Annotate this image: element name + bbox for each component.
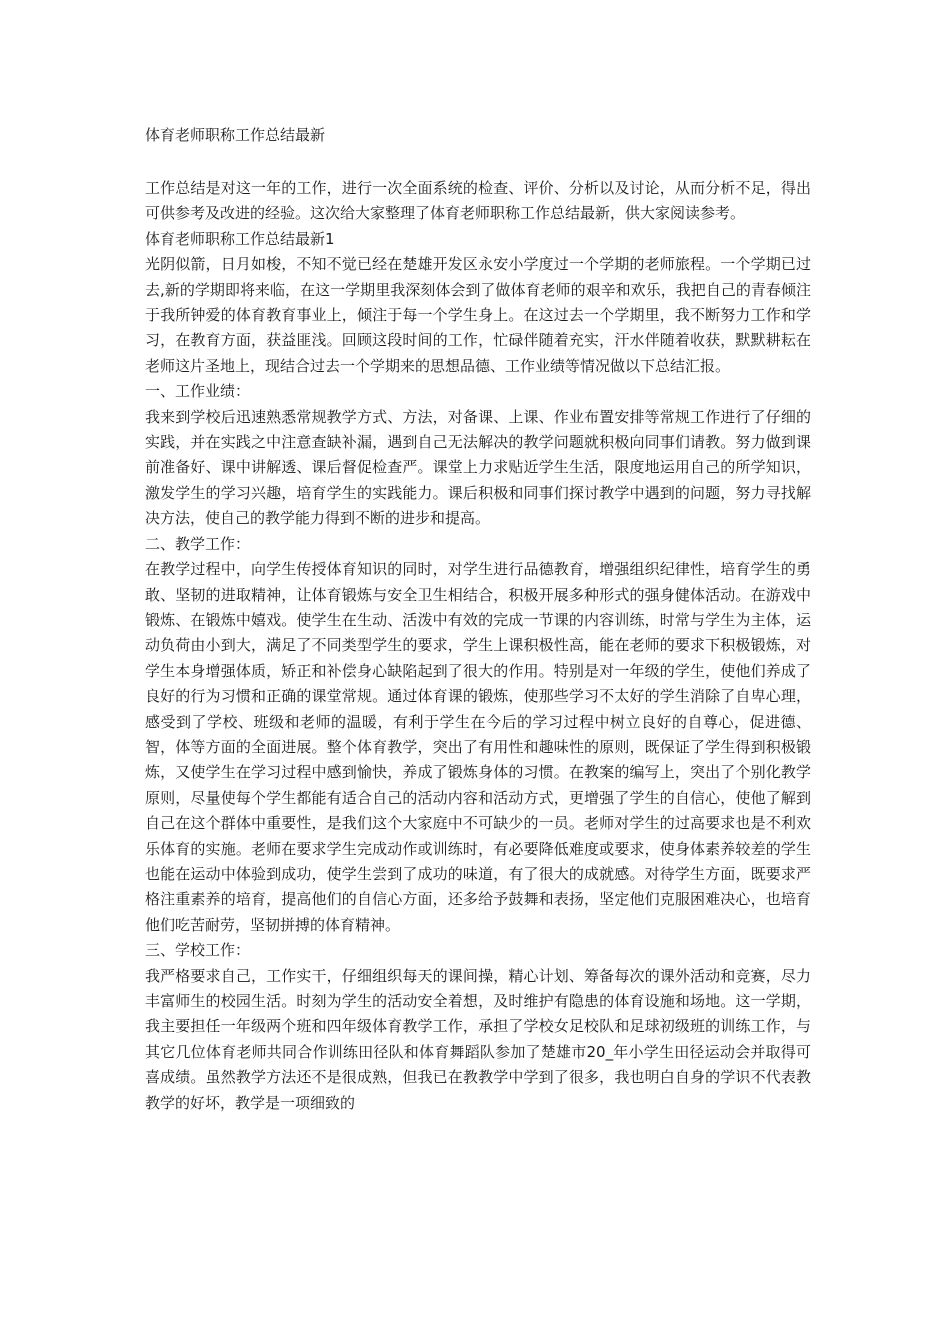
section2-heading: 二、教学工作： xyxy=(145,534,251,553)
document-body xyxy=(145,176,811,1116)
section-subtitle: 体育老师职称工作总结最新1 xyxy=(145,229,335,248)
section2-paragraph: 在教学过程中，向学生传授体育知识的同时，对学生进行品德教育，增强组织纪律性，培育学生的勇敢、坚韧的进取精神，让体育锻炼与安全卫生相结合，积极开展多种形式的强身健体活动。在游戏中锻炼、在锻炼中嬉戏。使学生在生动、活泼中有效的完成一节课的内容训练，时常与学生为主体，运动负荷由小到大，满足了不同类型学生的要求，学生上课积极性高，能在老师的要求下积极锻炼，对学生本身增强体质，矫正和补偿身心缺陷起到了很大的作用。特别是对一年级的学生，使他们养成了良好的行为习惯和正确的课堂常规。通过体育课的锻炼，使那些学习不太好的学生消除了自卑心理，感受到了学校、班级和老师的温暖，有利于学生在今后的学习过程中树立良好的自尊心，促进德、智，体等方面的全面进展。整个体育教学，突出了有用性和趣味性的原则，既保证了学生得到积极锻炼，又使学生在学习过程中感到愉快，养成了锻炼身体的习惯。在教案的编写上，突出了个别化教学原则，尽量使每个学生都能有适合自己的活动内容和活动方式，更增强了学生的自信心，使他了解到自己在这个群体中重要性，是我们这个大家庭中不可缺少的一员。老师对学生的过高要求也是不利欢乐体育的实施。老师在要求学生完成动作或训练时，有必要降低难度或要求，使身体素养较差的学生也能在运动中体验到成功，使学生尝到了成功的味道，有了很大的成就感。对待学生方面，既要求严格注重素养的培育，提高他们的自信心方面，还多给予鼓舞和表扬，坚定他们克服困难决心，也培育他们吃苦耐劳，坚韧拼搏的体育精神。 xyxy=(145,560,811,934)
section3-paragraph: 我严格要求自己，工作实干，仔细组织每天的课间操，精心计划、筹备每次的课外活动和竞赛，尽力丰富师生的校园生活。时刻为学生的活动安全着想，及时维护有隐患的体育设施和场地。这一学期，我主要担任一年级两个班和四年级体育教学工作，承担了学校女足校队和足球初级班的训练工作，与其它几位体育老师共同合作训练田径队和体育舞蹈队参加了楚雄市20_年小学生田径运动会并取得可喜成绩。虽然教学方法还不是很成熟，但我已在教教学中学到了很多，我也明白自身的学识不代表教教学的好坏，教学是一项细致的 xyxy=(145,966,811,1112)
section1-heading: 一、工作业绩： xyxy=(145,382,251,401)
section3-heading: 三、学校工作： xyxy=(145,941,251,960)
document-page xyxy=(145,120,811,1116)
opening-paragraph: 光阴似箭，日月如梭，不知不觉已经在楚雄开发区永安小学度过一个学期的老师旅程。一个学期已过去,新的学期即将来临，在这一学期里我深刻体会到了做体育老师的艰辛和欢乐，我把自己的青春倾注于我所钟爱的体育教育事业上，倾注于每一个学生身上。在这过去一个学期里，我不断努力工作和学习，在教育方面，获益匪浅。回顾这段时间的工作，忙碌伴随着充实，汗水伴随着收获，默默耕耘在老师这片圣地上，现结合过去一个学期来的思想品德、工作业绩等情况做以下总结汇报。 xyxy=(145,255,811,375)
document-title: 体育老师职称工作总结最新 xyxy=(145,126,326,144)
intro-paragraph: 工作总结是对这一年的工作，进行一次全面系统的检查、评价、分析以及讨论，从而分析不足，得出可供参考及改进的经验。这次给大家整理了体育老师职称工作总结最新，供大家阅读参考。 xyxy=(145,179,811,223)
section1-paragraph: 我来到学校后迅速熟悉常规教学方式、方法，对备课、上课、作业布置安排等常规工作进行了仔细的实践，并在实践之中注意查缺补漏，遇到自己无法解决的教学问题就积极向同事们请教。努力做到课前准备好、课中讲解透、课后督促检查严。课堂上力求贴近学生生活，限度地运用自己的所学知识，激发学生的学习兴趣，培育学生的实践能力。课后积极和同事们探讨教学中遇到的问题，努力寻找解决方法，使自己的教学能力得到不断的进步和提高。 xyxy=(145,407,811,528)
